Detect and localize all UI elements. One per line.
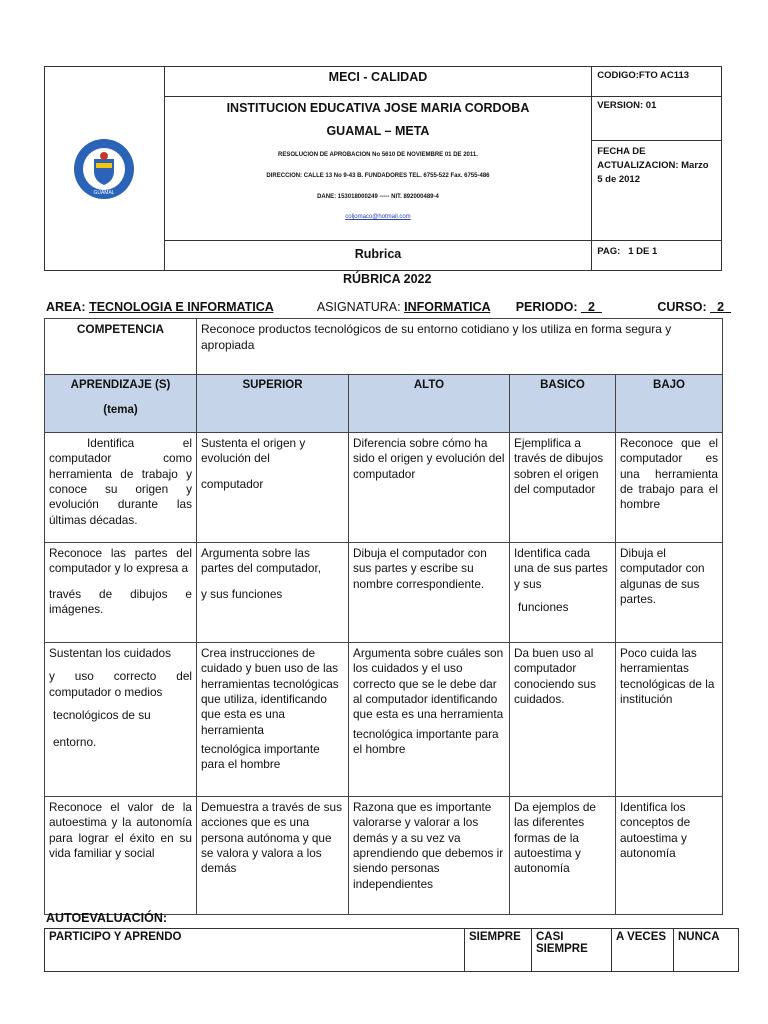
curso-value: _2_ — [710, 300, 731, 314]
row1-basico — [510, 433, 616, 543]
institution-block — [164, 97, 592, 241]
row2-alto-text: Dibuja el computador con sus partes y escribe su nombre correspondiente. — [353, 546, 487, 591]
area-value: TECNOLOGIA E INFORMATICA — [89, 300, 274, 314]
competencia-row — [45, 319, 723, 375]
row2-alto — [349, 543, 510, 643]
school-logo — [72, 137, 136, 201]
row2-superior-text-1: Argumenta sobre las partes del computador, — [201, 546, 322, 576]
row4-aprendizaje — [45, 797, 197, 915]
row2-aprendizaje — [45, 543, 197, 643]
pag-cell — [592, 240, 722, 270]
col-tema-label: (tema) — [103, 403, 138, 416]
competencia-label: COMPETENCIA — [45, 319, 197, 375]
row3-bajo — [616, 643, 723, 797]
meta-line — [46, 300, 731, 314]
row4-basico-text: Da ejemplos de las diferentes formas de la autoestima y autonomía — [514, 800, 596, 876]
row2-aprendizaje-text-2: través de dibujos e imágenes. — [49, 586, 192, 616]
row1-alto-text: Diferencia sobre cómo ha sido el origen y evolución del computador — [353, 436, 505, 481]
row2-basico — [510, 543, 616, 643]
row3-aprendizaje-text-4: entorno. — [53, 735, 97, 750]
doc-name: Rubrica — [354, 246, 402, 261]
codigo-label: CODIGO:FTO AC113 — [597, 70, 690, 81]
institution-city: GUAMAL – META — [326, 124, 430, 139]
row4-superior-text: Demuestra a través de sus acciones que es una persona autónoma y que se valora y valora a los demás — [201, 800, 342, 876]
row2-basico-text-1: Identifica cada una de sus partes y sus — [514, 546, 608, 591]
pag-label: PAG: — [597, 245, 621, 257]
autoevaluacion-title: AUTOEVALUACIÓN: — [46, 911, 168, 925]
flag-icon — [96, 163, 112, 168]
fecha-text: FECHA DE ACTUALIZACION: Marzo 5 de 2012 — [597, 146, 709, 185]
crest-top-icon — [100, 152, 108, 160]
row1-superior — [197, 433, 349, 543]
meci-title — [164, 67, 592, 97]
a-veces-cell[interactable]: A VECES — [612, 929, 674, 972]
col-superior: SUPERIOR — [197, 375, 349, 433]
row3-superior — [197, 643, 349, 797]
row3-aprendizaje-text-2: y uso correcto del computador o medios — [49, 669, 192, 699]
row3-alto — [349, 643, 510, 797]
header-table — [44, 66, 722, 271]
row4-superior — [197, 797, 349, 915]
row2-superior — [197, 543, 349, 643]
asignatura-value: INFORMATICA — [404, 300, 491, 314]
column-header-row — [45, 375, 723, 433]
siempre-cell[interactable]: SIEMPRE — [465, 929, 532, 972]
col-aprendizaje-label: APRENDIZAJE (S) — [70, 379, 171, 391]
table-row — [45, 797, 723, 915]
resolution-text: RESOLUCION DE APROBACION No 5610 DE NOVIEMBRE 01 DE 2011. — [278, 152, 478, 159]
row4-bajo-text: Identifica los conceptos de autoestima y autonomía — [620, 800, 691, 860]
row1-superior-text-2: computador — [201, 476, 264, 491]
row3-aprendizaje-text-3: tecnológicos de su — [53, 707, 151, 722]
pag-value: 1 DE 1 — [628, 245, 658, 257]
rubric-table — [44, 318, 723, 915]
version-label — [592, 97, 721, 141]
row3-basico — [510, 643, 616, 797]
row2-bajo — [616, 543, 723, 643]
logo-cell — [45, 67, 165, 271]
row4-alto — [349, 797, 510, 915]
area-label: AREA: — [46, 300, 86, 314]
periodo-label: PERIODO: — [515, 300, 578, 314]
col-basico: BASICO — [510, 375, 616, 433]
row3-superior-text-1: Crea instrucciones de cuidado y buen uso de las herramientas tecnológicas que utiliza, identificando que esta es una herramienta — [201, 646, 339, 737]
row1-superior-text-1: Sustenta el origen y evolución del — [201, 436, 306, 466]
row1-bajo — [616, 433, 723, 543]
table-row — [45, 643, 723, 797]
periodo-value: _2_ — [581, 300, 602, 314]
row1-basico-text: Ejemplifica a través de dibujos sobren el origen del computador — [514, 436, 604, 496]
dane-text: DANE: 153018000249 ----- NIT. 892000489-4 — [317, 194, 439, 201]
doc-title: RÚBRICA 2022 — [343, 272, 432, 286]
row2-aprendizaje-text-1: Reconoce las partes del computador y lo expresa a — [49, 546, 192, 576]
row1-aprendizaje — [45, 433, 197, 543]
doc-name-cell — [164, 240, 592, 270]
row3-alto-text-1: Argumenta sobre cuáles son los cuidados y el uso correcto que se le debe dar al computador identificando que esta es una herramienta — [353, 646, 504, 722]
row4-bajo — [616, 797, 723, 915]
row3-bajo-text: Poco cuida las herramientas tecnológicas de la institución — [620, 646, 715, 706]
col-alto: ALTO — [349, 375, 510, 433]
competencia-text: Reconoce productos tecnológicos de su entorno cotidiano y los utiliza en forma segura y apropiada — [197, 319, 723, 375]
row1-aprendizaje-text: Identifica el computador como herramienta de trabajo y conoce su origen y evolución durante las últimas décadas. — [49, 436, 192, 527]
casi-siempre-cell[interactable]: CASI SIEMPRE — [532, 929, 612, 972]
autoevaluacion-item: PARTICIPO Y APRENDO — [45, 929, 465, 972]
email-link[interactable]: coljomaco@hotmail.com — [345, 214, 411, 221]
table-row — [45, 543, 723, 643]
row4-aprendizaje-text: Reconoce el valor de la autoestima y la autonomía para lograr el éxito en su vida familiar y social — [49, 800, 192, 860]
logo-bottom-text: GUAMAL — [93, 189, 115, 196]
institution-name: INSTITUCION EDUCATIVA JOSE MARIA CORDOBA — [226, 101, 530, 116]
codigo-cell — [592, 67, 722, 97]
row3-aprendizaje-text-1: Sustentan los cuidados — [49, 646, 171, 660]
row3-aprendizaje — [45, 643, 197, 797]
asignatura-label: ASIGNATURA: — [316, 300, 401, 314]
curso-label: CURSO: — [657, 300, 707, 314]
col-aprendizaje — [45, 375, 197, 433]
row3-alto-text-2: tecnológica importante para el hombre — [353, 726, 499, 756]
table-row — [45, 433, 723, 543]
row4-basico — [510, 797, 616, 915]
row2-basico-text-2: funciones — [518, 599, 569, 614]
nunca-cell[interactable]: NUNCA — [674, 929, 739, 972]
row2-bajo-text: Dibuja el computador con algunas de sus partes. — [620, 546, 705, 606]
address-text: DIRECCION: CALLE 13 No 9-43 B. FUNDADORES TEL. 6755-522 Fax. 6755-486 — [266, 173, 490, 180]
version-text: VERSION: 01 — [597, 100, 657, 112]
row1-bajo-text: Reconoce que el computador es una herramienta de trabajo para el hombre — [620, 436, 718, 512]
row3-basico-text: Da buen uso al computador conociendo sus cuidados. — [514, 646, 596, 706]
row3-superior-text-2: tecnológica importante para el hombre — [201, 741, 320, 772]
row1-alto — [349, 433, 510, 543]
col-bajo: BAJO — [616, 375, 723, 433]
version-fecha-cell — [592, 97, 722, 241]
row2-superior-text-2: y sus funciones — [201, 586, 283, 601]
meci-label: MECI - CALIDAD — [328, 70, 428, 84]
row4-alto-text: Razona que es importante valorarse y valorar a los demás y a su vez va aprendiendo que debemos ir siendo personas independientes — [353, 800, 504, 891]
autoevaluacion-table — [44, 928, 739, 972]
